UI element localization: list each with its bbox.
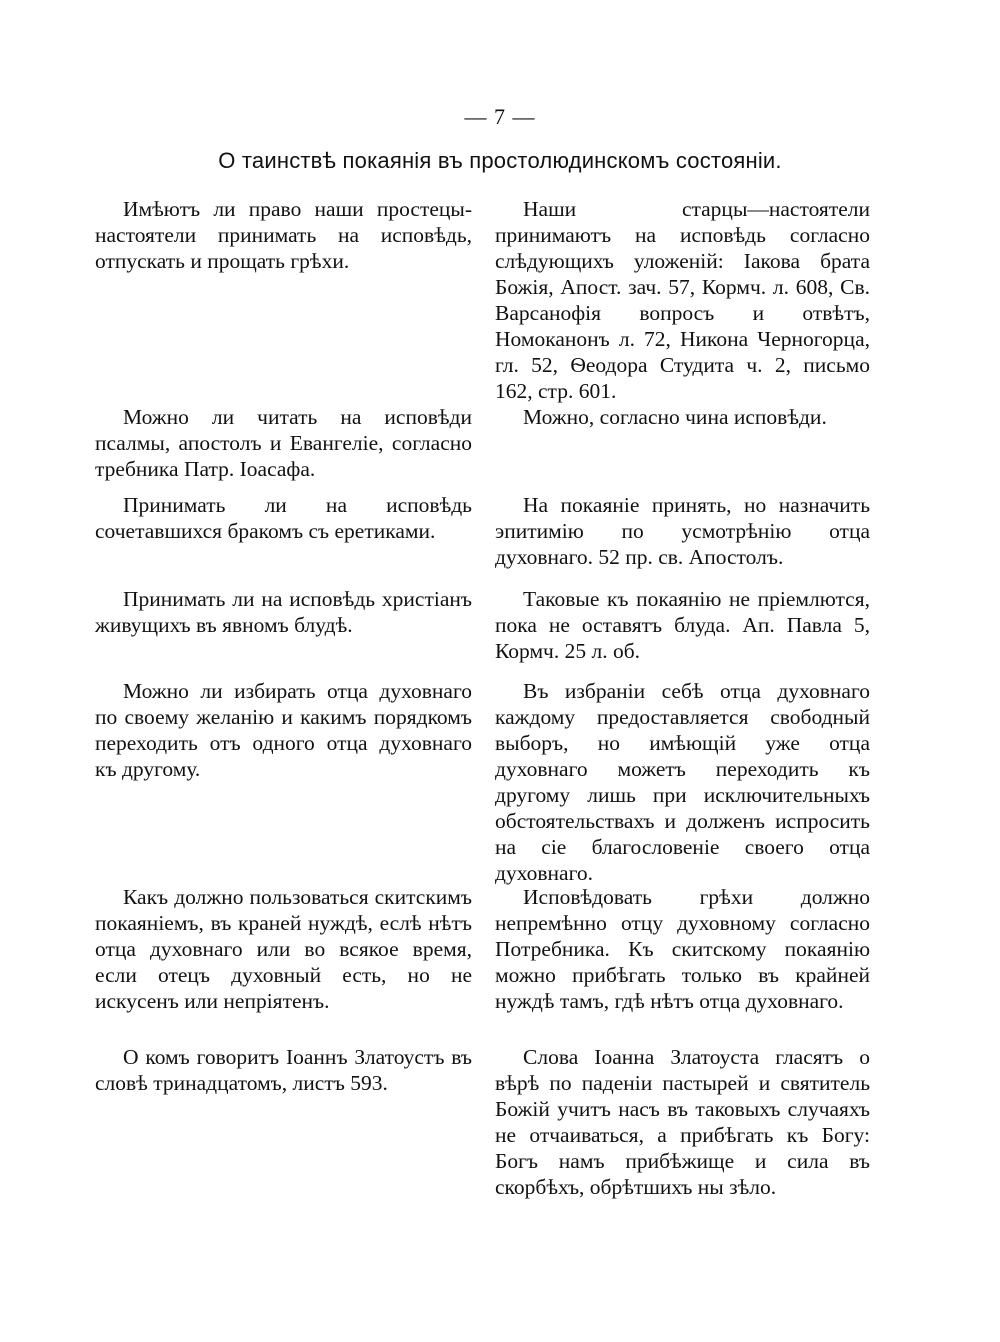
question-7: О комъ говоритъ Іоаннъ Златоустъ въ словѣ тринадцатомъ, листъ 593.: [95, 1045, 472, 1095]
question-1: Имѣютъ ли право наши простецы-настоятели принимать на исповѣдь, отпускать и прощать грѣхи.: [95, 197, 472, 273]
answer-5: Въ избраніи себѣ отца духовнаго каждому предоставляется свободный выборъ, но имѣющій уже отца духовнаго можетъ переходить къ другому лишь при исключительныхъ обстоятельствахъ и долженъ испросить на сіе благословеніе своего отца духовнаго.: [495, 679, 870, 885]
answer-6: Исповѣдовать грѣхи должно непремѣнно отцу духовному согласно Потребника. Къ скитскому покаянію можно прибѣгать только въ крайней нуждѣ тамъ, гдѣ нѣтъ отца духовнаго.: [495, 885, 870, 1013]
answer-1: Наши старцы—настоятели принимаютъ на исповѣдь согласно слѣдующихъ уложеній: Іакова брата Божія, Апост. зач. 57, Кормч. л. 608, Св. Варсанофія вопросъ и отвѣтъ, Номоканонъ л. 72, Никона Черногорца, гл. 52, Ѳеодора Студита ч. 2, письмо 162, стр. 601.: [495, 197, 870, 403]
question-2: Можно ли читать на исповѣди псалмы, апостолъ и Евангеліе, согласно требника Патр. Іоасафа.: [95, 405, 472, 481]
page-number: — 7 —: [464, 104, 536, 129]
question-3: Принимать ли на исповѣдь сочетавшихся бракомъ съ еретиками.: [95, 493, 472, 543]
answer-2: Можно, согласно чина исповѣди.: [523, 405, 827, 429]
answer-7: Слова Іоанна Златоуста гласятъ о вѣрѣ по паденіи пастырей и святитель Божій учитъ насъ въ таковыхъ случаяхъ не отчаиваться, а прибѣгать къ Богу: Богъ намъ прибѣжище и сила въ скорбѣхъ, обрѣтшихъ ны зѣло.: [495, 1045, 870, 1199]
answer-4: Таковые къ покаянію не пріемлются, пока не оставятъ блуда. Ап. Павла 5, Кормч. 25 л. об.: [495, 587, 870, 663]
section-heading: О таинствѣ покаянія въ простолюдинскомъ состояніи.: [218, 148, 782, 173]
question-6: Какъ должно пользоваться скитскимъ покаяніемъ, въ краней нуждѣ, еслѣ нѣтъ отца духовнаго или во всякое время, если отецъ духовный есть, но не искусенъ или непріятенъ.: [95, 885, 472, 1013]
question-5: Можно ли избирать отца духовнаго по своему желанію и какимъ порядкомъ переходить отъ одного отца духовнаго къ другому.: [95, 679, 472, 781]
answer-3: На покаяніе принять, но назначить эпитимію по усмотрѣнію отца духовнаго. 52 пр. св. Апостолъ.: [495, 493, 870, 569]
question-4: Принимать ли на исповѣдь христіанъ живущихъ въ явномъ блудѣ.: [95, 587, 472, 637]
